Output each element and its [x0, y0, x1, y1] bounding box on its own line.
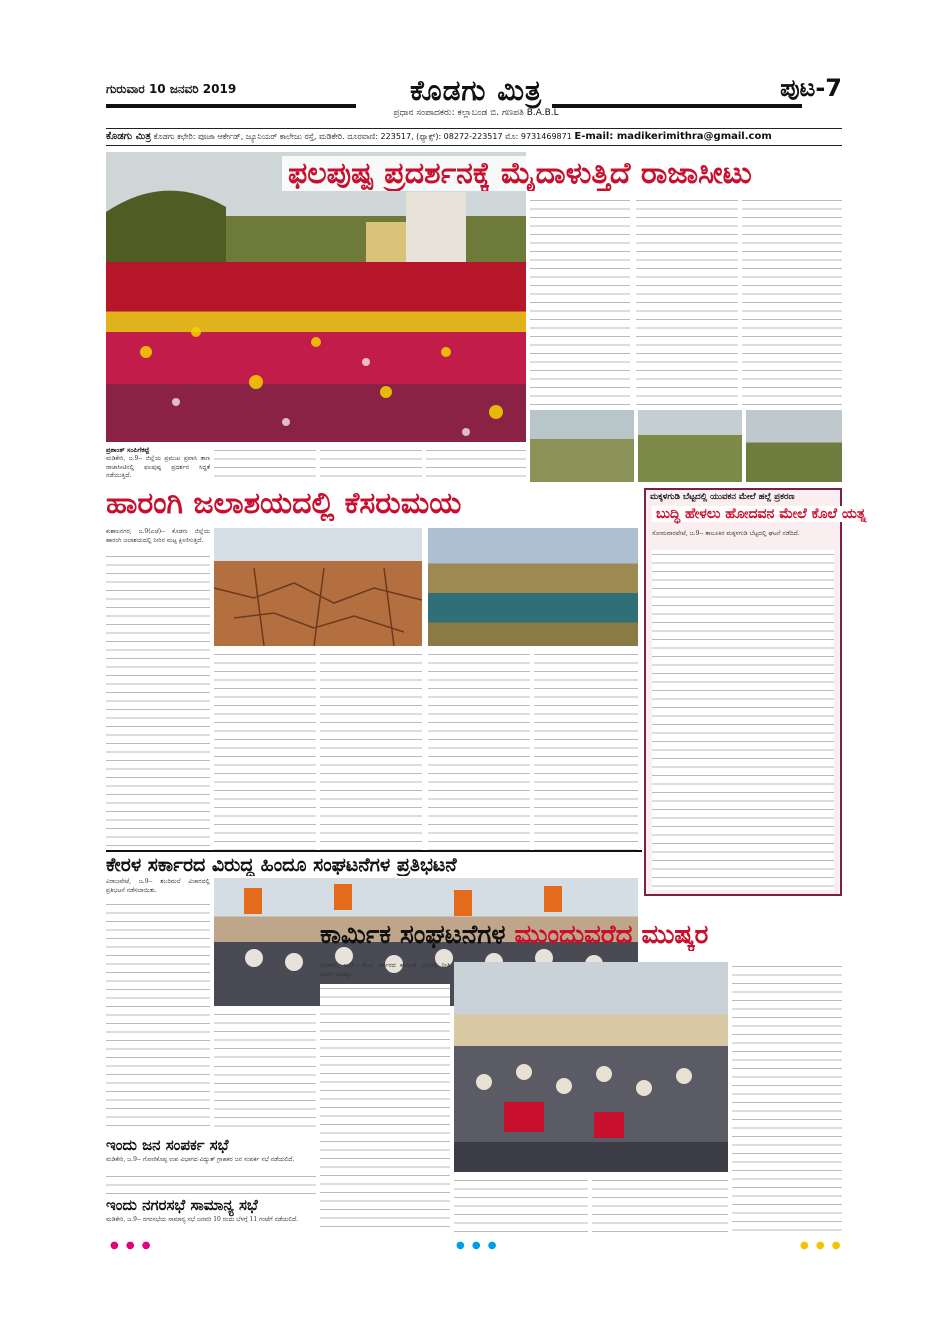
kerala-col-1 — [106, 900, 210, 1130]
labour-col-2 — [732, 962, 842, 1234]
flower-byline: ಪ್ರಶಾಂತ್ ಸಂಪಿಗೆಕಟ್ಟೆ — [106, 446, 150, 454]
harangi-col-5 — [534, 650, 638, 850]
flower-col-5 — [636, 196, 738, 406]
kerala-lead-text: ವಿರಾಜಪೇಟೆ, ಜ.9-- ಶಬರಿಮಲೆ ವಿಚಾರದಲ್ಲಿ ಪ್ರತಿಭಟನೆ ನಡೆಸಲಾಯಿತು. — [106, 878, 210, 894]
janasampark-text: ಮಡಿಕೇರಿ, ಜ.9-- ಗೋಣಿಕೊಪ್ಪ ಉಪ ವಿಭಾಗದ ವಿದ್ಯುತ್ ಗ್ರಾಹಕರ ಜನ ಸಂಪರ್ಕ ಸಭೆ ನಡೆಯಲಿದೆ. — [106, 1156, 295, 1163]
registration-marks: ● ● ● — [110, 1240, 153, 1251]
labour-col-1 — [320, 984, 450, 1234]
harangi-col-4 — [428, 650, 530, 850]
contact-email: E-mail: madikerimithra@gmail.com — [574, 131, 772, 142]
flower-show-photo — [106, 152, 526, 442]
topiary-photo-2 — [638, 410, 742, 482]
registration-marks-right: ● ● ● — [800, 1240, 843, 1251]
flower-lead-text: ಮಡಿಕೇರಿ, ಜ.9-- ಜಿಲ್ಲೆಯ ಪ್ರಮುಖ ಪ್ರವಾಸಿ ತಾಣ ರಾಜಾಸೀಟಿನಲ್ಲಿ ಫಲಪುಷ್ಪ ಪ್ರದರ್ಶನ ಸಿದ್ಧತೆ ನಡೆಯುತ್ತಿದೆ. — [106, 455, 210, 479]
editor-line: ಪ್ರಧಾನ ಸಂಪಾದಕರು: ಕಲ್ಲಾಬಂಡ ಬಿ. ಗಣಪತಿ B.A.B.L — [393, 108, 559, 118]
crime-story-body — [652, 550, 834, 890]
harangi-col-3 — [320, 650, 422, 850]
harangi-headline: ಹಾರಂಗಿ ಜಲಾಶಯದಲ್ಲಿ ಕೆಸರುಮಯ — [106, 486, 462, 521]
labour-col-3 — [454, 1176, 588, 1234]
flower-col-6 — [742, 196, 842, 406]
kerala-col-2 — [214, 1010, 316, 1058]
janasampark-title: ಇಂದು ಜನ ಸಂಪರ್ಕ ಸಭೆ — [106, 1136, 229, 1154]
topiary-photo-1 — [530, 410, 634, 482]
crime-story-title: ಬುದ್ಧಿ ಹೇಳಲು ಹೋದವನ ಮೇಲೆ ಕೊಲೆ ಯತ್ನ — [652, 506, 870, 522]
newspaper-logo: ಕೊಡಗು ಮಿತ್ರ — [409, 74, 542, 107]
flower-col-1 — [214, 446, 316, 484]
crime-story-box — [644, 488, 867, 896]
issue-date: ಗುರುವಾರ 10 ಜನವರಿ 2019 — [106, 82, 237, 96]
cracked-earth-illustration — [214, 528, 422, 646]
flower-show-headline: ಫಲಪುಷ್ಪ ಪ್ರದರ್ಶನಕ್ಕೆ ಮೈದಾಳುತ್ತಿದೆ ರಾಜಾಸೀಟು — [282, 156, 842, 191]
flower-col-2 — [320, 446, 422, 484]
harangi-col-2 — [214, 650, 316, 850]
masthead-rule-left — [106, 104, 356, 108]
topiary-photo-3 — [746, 410, 842, 482]
harangi-col-1 — [106, 552, 210, 850]
flower-bed-illustration — [106, 152, 526, 442]
nagarasabhe-title: ಇಂದು ನಗರಸಭೆ ಸಾಮಾನ್ಯ ಸಭೆ — [106, 1196, 258, 1214]
crime-story-kicker: ಮಕ್ಕಳಗುಡಿ ಬೆಟ್ಟದಲ್ಲಿ ಯುವಕನ ಮೇಲೆ ಹಲ್ಲೆ ಪ್ರಕರಣ — [650, 492, 795, 502]
contact-address: ಕೊಡಗು ಕಛೇರಿ: ಪೂಜಾ ಆರ್ಕೇಡ್, ಜ್ಯೂನಿಯರ್ ಕಾಲೇಜು ರಸ್ತೆ, ಮಡಿಕೇರಿ. ದೂರವಾಣಿ: 223517, (ಫ್ಯಾಕ್ಸ್): 08272-223517 ಮೊ: 9731469871 — [153, 132, 572, 141]
kerala-col-3 — [214, 1062, 316, 1132]
labour-col-4 — [592, 1176, 728, 1234]
rally-crowd-illustration — [454, 962, 728, 1172]
flower-col-4 — [530, 196, 630, 406]
harangi-reservoir-photo — [428, 528, 638, 646]
labour-headline-black: ಕಾರ್ಮಿಕ ಸಂಘಟನೆಗಳ — [320, 920, 506, 950]
contact-brand: ಕೊಡಗು ಮಿತ್ರ — [106, 131, 152, 142]
nagarasabhe-text: ಮಡಿಕೇರಿ, ಜ.9-- ನಗರಸಭೆಯ ಸಾಮಾನ್ಯ ಸಭೆ ಜನವರಿ 10 ರಂದು ಬೆಳಗ್ಗೆ 11 ಗಂಟೆಗೆ ನಡೆಯಲಿದೆ. — [106, 1216, 299, 1223]
labour-lead-text: ಮಡಿಕೇರಿ, ಜ.9-- ಕೇಂದ್ರ ಸರ್ಕಾರದ ಕಾರ್ಮಿಕ ವಿರೋಧಿ ನೀತಿ ಖಂಡಿಸಿ ಮುಷ್ಕರ. — [320, 962, 450, 978]
harangi-lead-text: ಕುಶಾಲನಗರ, ಜ.9(ಎಜೆ)-- ಕೊಡಗು ಜಿಲ್ಲೆಯ ಹಾರಂಗಿ ಜಲಾಶಯದಲ್ಲಿ ನೀರಿನ ಮಟ್ಟ ಕ್ಷೀಣಿಸುತ್ತಿದೆ. — [106, 528, 210, 544]
labour-headline — [320, 920, 842, 951]
page-number: ಪುಟ-7 — [780, 74, 842, 102]
harangi-dry-bed-photo — [214, 528, 422, 646]
labour-rally-photo — [454, 962, 728, 1172]
registration-marks-center: ● ● ● — [456, 1240, 499, 1251]
janasampark-body — [106, 1172, 316, 1194]
contact-strip — [106, 128, 842, 146]
masthead — [106, 74, 842, 126]
crime-story-lead: ಸೋಮವಾರಪೇಟೆ, ಜ.9-- ತಾಲೂಕಿನ ಮಕ್ಕಳಗುಡಿ ಬೆಟ್ಟದಲ್ಲಿ ಘಟನೆ ನಡೆದಿದೆ. — [652, 530, 800, 537]
labour-headline-red: ಮುಂದುವರೆದ ಮುಷ್ಕರ — [514, 920, 709, 950]
flower-col-3 — [426, 446, 526, 484]
kerala-headline: ಕೇರಳ ಸರ್ಕಾರದ ವಿರುದ್ಧ ಹಿಂದೂ ಸಂಘಟನೆಗಳ ಪ್ರತಿಭಟನೆ — [106, 850, 642, 876]
